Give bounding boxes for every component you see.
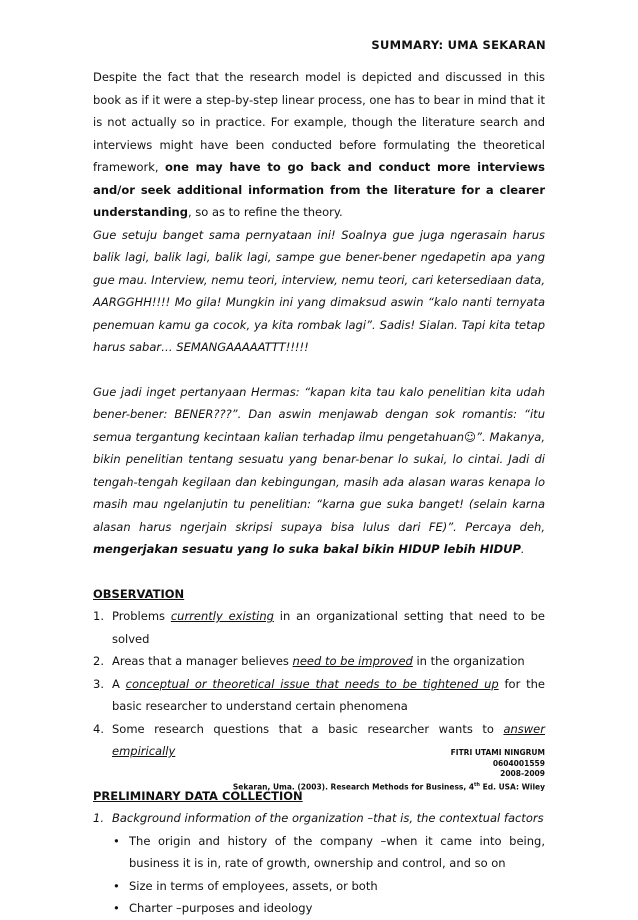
list-number: 2. [93, 654, 104, 668]
footer-year: 2008-2009 [500, 769, 545, 778]
para3-end: . [520, 542, 525, 556]
list-number: 4. [93, 721, 104, 736]
para1-text: Despite the fact that the research model is depicted and discussed in this book as if it were a step-by-step linear process, one has to bear in mind that it is not actually so in practice. For example, though the literature search and interviews might have been conducted before formulating the theoretical framework, [93, 70, 545, 174]
list-text: Areas that a manager believes [112, 654, 293, 668]
list-item [93, 605, 545, 650]
bullet-text: Size in terms of employees, assets, or both [129, 878, 378, 893]
footer-student-id: 0604001559 [492, 758, 545, 768]
footer-ref-text: Sekaran, Uma. (2003). Research Methods for Business, 4 [232, 782, 475, 791]
list-item [93, 650, 545, 673]
list-item [93, 807, 545, 830]
bullet-item [93, 875, 545, 898]
spacer [93, 359, 545, 381]
para3-text: Gue jadi inget pertanyaan Hermas: “kapan kita tau kalo penelitian kita udah bener-bener: BENER???”. Dan aswin menjawab dengan sok romantis: “itu semua tergantung kecintaan kalian terhadap ilmu pengetahuan☺”. Makanya, bikin penelitian tentang sesuatu yang benar-benar lo sukai, lo cintai. Jadi di tengah-tengah kegilaan dan kebingungan, masih ada alasan waras kenapa lo masih mau ngelanjutin tu penelitian: “karna gue suka banget! (selain karna alasan harus ngerjain skripsi supaya bisa lulus dari FE)”. Percaya deh, [93, 384, 545, 534]
para3-bold: mengerjakan sesuatu yang lo suka bakal bikin HIDUP lebih HIDUP [93, 542, 521, 556]
list-emphasis: conceptual or theoretical issue that needs to be tightened up [125, 676, 499, 691]
para1-bold: one may have to go back and conduct more interviews and/or seek additional information from the literature for a clearer understanding [93, 160, 545, 219]
list-emphasis: currently existing [170, 609, 274, 623]
list-text: Some research questions that a basic researcher wants to [112, 721, 504, 736]
list-text: A [112, 676, 126, 691]
bullet-icon: • [113, 833, 120, 848]
spacer [93, 561, 545, 583]
bullet-icon: • [113, 878, 120, 893]
preliminary-list [93, 807, 545, 830]
list-text: Background information of the organization –that is, the contextual factors [112, 811, 544, 825]
paragraph-intro [93, 66, 545, 224]
list-text: for the basic researcher to understand certain phenomena [112, 676, 545, 713]
footer-ref-end: Ed. USA: Wiley [480, 782, 545, 791]
para1-end: , so as to refine the theory. [187, 205, 343, 219]
list-number: 1. [93, 811, 104, 825]
list-emphasis: answer empirically [112, 721, 545, 758]
list-text: in an organizational setting that need to be solved [112, 609, 545, 646]
observation-list [93, 605, 545, 763]
paragraph-comment-2 [93, 381, 545, 561]
bullet-text: The origin and history of the company –when it came into being, business it is in, rate of growth, ownership and control, and so on [129, 833, 545, 870]
bullet-item [93, 830, 545, 875]
list-number: 3. [93, 676, 104, 691]
footer-ref-sup: th [474, 781, 480, 788]
list-emphasis: need to be improved [292, 654, 413, 668]
footer-reference [233, 780, 545, 793]
footer-author: FITRI UTAMI NINGRUM [450, 748, 545, 757]
bullet-text: Charter –purposes and ideology [129, 901, 313, 915]
bullet-icon: • [113, 901, 120, 915]
list-number: 1. [93, 609, 104, 623]
page-header-title: SUMMARY: UMA SEKARAN [371, 38, 546, 52]
page-footer [233, 748, 545, 793]
preliminary-bullets [93, 830, 545, 920]
paragraph-comment-1: Gue setuju banget sama pernyataan ini! Soalnya gue juga ngerasain harus balik lagi, balik lagi, balik lagi, sampe gue bener-bener ngedapetin apa yang gue mau. Interview, nemu teori, interview, nemu teori, cari ketersediaan data, AARGGHH!!!! Mo gila! Mungkin ini yang dimaksud aswin “kalo nanti ternyata penemuan kamu ga cocok, ya kita rombak lagi”. Sadis! Sialan. Tapi kita tetap harus sabar… SEMANGAAAAATTT!!!!! [93, 227, 545, 354]
section-title-observation: OBSERVATION [93, 586, 185, 601]
list-text: Problems [112, 609, 171, 623]
section-title-preliminary: PRELIMINARY DATA COLLECTION [93, 788, 303, 803]
bullet-item [93, 897, 545, 920]
list-text: in the organization [412, 654, 525, 668]
list-item [93, 673, 545, 718]
